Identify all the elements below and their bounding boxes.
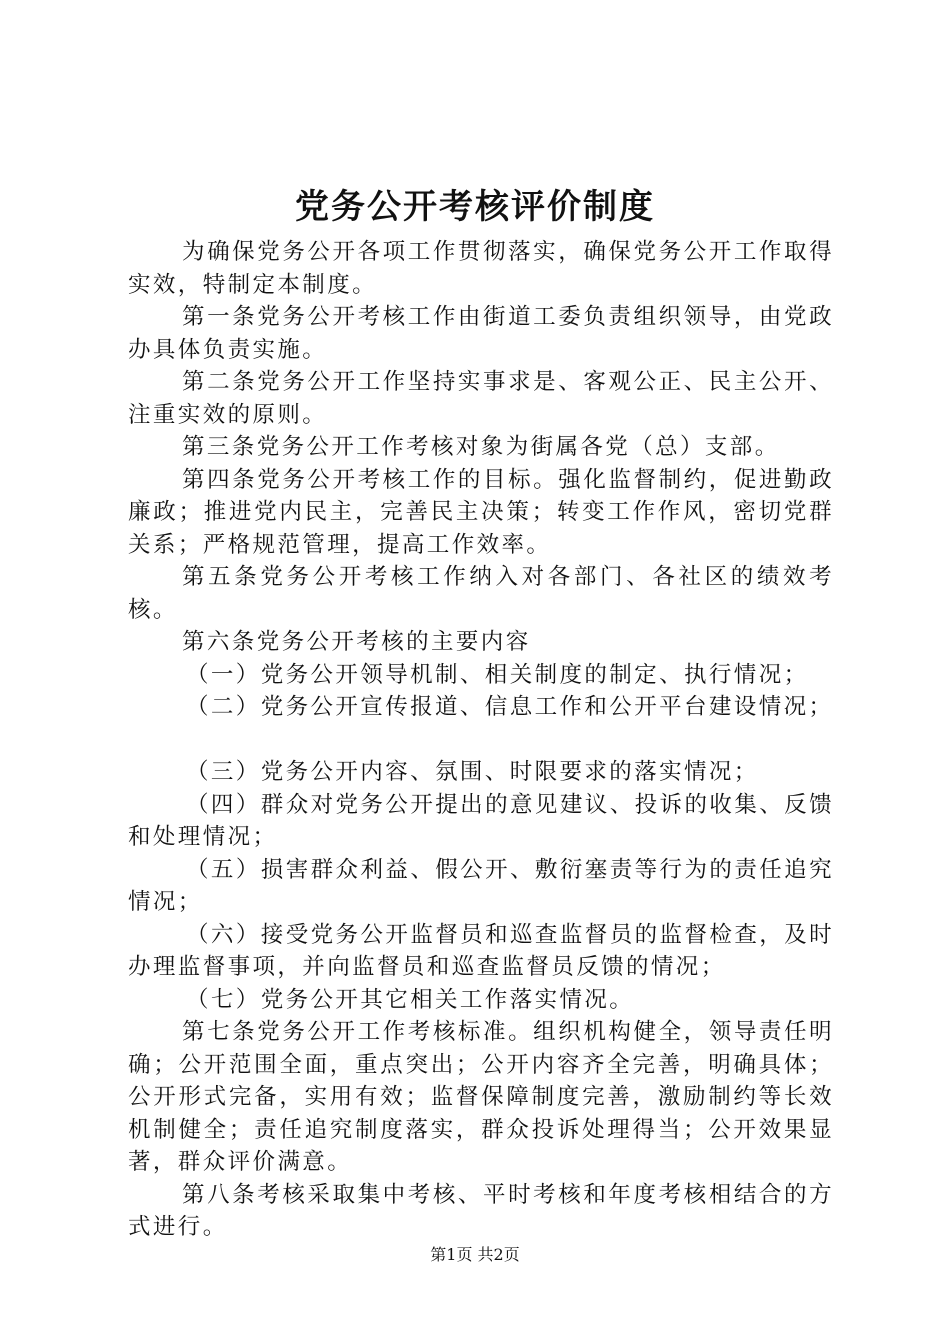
document-body	[128, 236, 834, 1244]
paragraph-article-8: 第八条考核采取集中考核、平时考核和年度考核相结合的方式进行。	[128, 1181, 834, 1240]
list-item-6: （六）接受党务公开监督员和巡查监督员的监督检查，及时办理监督事项，并向监督员和巡查监督员反馈的情况；	[128, 921, 834, 980]
list-item-3: （三）党务公开内容、氛围、时限要求的落实情况；	[186, 759, 759, 785]
list-item-4: （四）群众对党务公开提出的意见建议、投诉的收集、反馈和处理情况；	[128, 791, 834, 850]
list-item-1: （一）党务公开领导机制、相关制度的制定、执行情况；	[186, 661, 809, 688]
blank-line	[128, 724, 834, 757]
paragraph-article-4: 第四条党务公开考核工作的目标。强化监督制约，促进勤政廉政；推进党内民主，完善民主决策；转变工作作风，密切党群关系；严格规范管理，提高工作效率。	[128, 466, 834, 558]
list-item-5: （五）损害群众利益、假公开、敷衍塞责等行为的责任追究情况；	[128, 856, 834, 915]
paragraph-intro: 为确保党务公开各项工作贯彻落实，确保党务公开工作取得实效，特制定本制度。	[128, 239, 834, 298]
paragraph-article-7: 第七条党务公开工作考核标准。组织机构健全，领导责任明确；公开范围全面，重点突出；公开内容齐全完善，明确具体；公开形式完备，实用有效；监督保障制度完善，激励制约等长效机制健全；责任追究制度落实，群众投诉处理得当；公开效果显著，群众评价满意。	[128, 1019, 834, 1175]
list-item-2: （二）党务公开宣传报道、信息工作和公开平台建设情况；	[186, 694, 834, 720]
list-item-7: （七）党务公开其它相关工作落实情况。	[186, 986, 635, 1013]
paragraph-article-2: 第二条党务公开工作坚持实事求是、客观公正、民主公开、注重实效的原则。	[128, 369, 834, 428]
page-number-footer: 第1页 共2页	[430, 1245, 520, 1264]
paragraph-article-1: 第一条党务公开考核工作由街道工委负责组织领导，由党政办具体负责实施。	[128, 304, 834, 363]
paragraph-article-3: 第三条党务公开工作考核对象为街属各党（总）支部。	[182, 434, 780, 460]
paragraph-article-5: 第五条党务公开考核工作纳入对各部门、各社区的绩效考核。	[128, 564, 834, 623]
document-title: 党务公开考核评价制度	[295, 187, 655, 227]
paragraph-article-6: 第六条党务公开考核的主要内容	[182, 629, 531, 655]
